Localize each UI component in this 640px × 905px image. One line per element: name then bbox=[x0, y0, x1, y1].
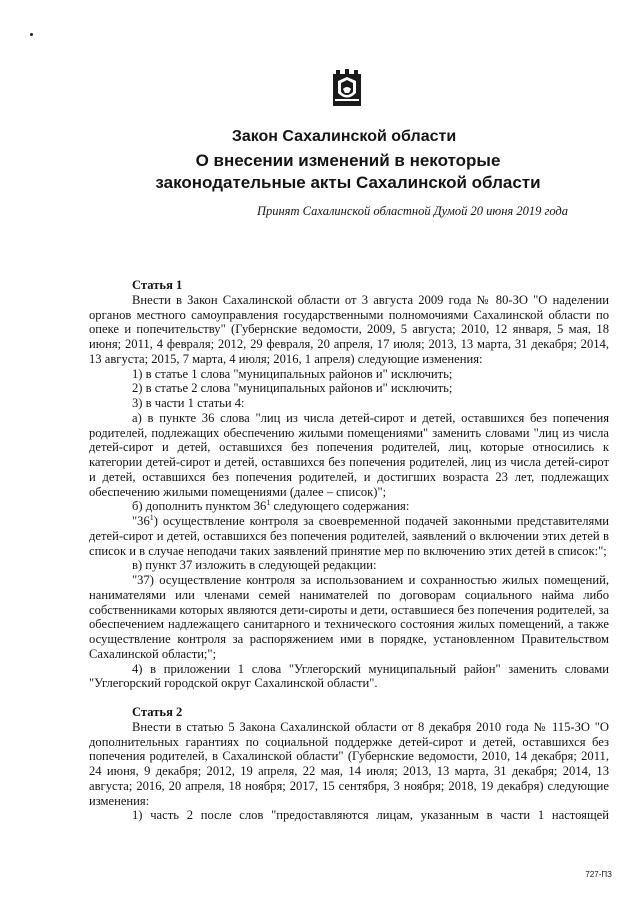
article1-item3b-quote bbox=[89, 514, 609, 558]
article1-item3c: в) пункт 37 изложить в следующей редакции: bbox=[132, 558, 377, 573]
article1-item3c-quote: "37) осуществление контроля за использованием и сохранностью жилых помещений, нанимателями или членами семей нанимателей по договорам социального найма либо собственниками которых являются дети-сироты и дети, оставшиеся без попечения родителей, за обеспечением надлежащего санитарного и технического состояния жилых помещений, а также осуществление контроля за распоряжением ими в порядке, установленном Правительством Сахалинской области;"; bbox=[89, 573, 609, 661]
article1-item3b bbox=[89, 499, 609, 514]
item3b-text-end: следующего содержания: bbox=[270, 499, 410, 514]
scan-speck bbox=[30, 33, 33, 36]
law-subtitle-line2: законодательные акты Сахалинской области bbox=[155, 173, 541, 192]
article1-item1: 1) в статье 1 слова "муниципальных районов и" исключить; bbox=[132, 366, 453, 381]
quote36-start: "36 bbox=[132, 514, 150, 528]
quote36-superscript: 1 bbox=[149, 512, 154, 522]
document-body bbox=[89, 278, 609, 823]
page-code: 727-ПЗ bbox=[585, 870, 612, 879]
article1-item4: 4) в приложении 1 слова "Углегорский муниципальный район" заменить словами "Углегорский городской округ Сахалинской области". bbox=[89, 661, 609, 691]
item3b-superscript: 1 bbox=[266, 498, 271, 508]
adoption-note: Принят Сахалинской областной Думой 20 июня 2019 года bbox=[256, 204, 568, 218]
article1-item3: 3) в части 1 статьи 4: bbox=[132, 396, 245, 410]
article1-item3a: а) в пункте 36 слова "лиц из числа детей-сирот и детей, оставшихся без попечения родителей, подлежащих обеспечению жилыми помещениями" заменить словами "лиц из числа детей-сирот и детей, оставшихся без попечения родителей, лиц, которые относились к категории детей-сирот и детей, оставшихся без попечения родителей, лиц из числа детей-сирот и детей, оставшихся без попечения родителей, и достигших возраста 23 лет, подлежащих обеспечению жилыми помещениями (далее – список)"; bbox=[89, 410, 609, 499]
quote36-text: ) осуществление контроля за своевременной подачей законными представителями детей-сирот и детей, оставшихся без попечения родителей, заявлений о включении этих детей в список и в случае неподачи таких заявлений принятие мер по включению этих детей в список:"; bbox=[89, 514, 609, 558]
article2-intro: Внести в статью 5 Закона Сахалинской области от 8 декабря 2010 года № 115-ЗО "О дополнительных гарантиях по социальной поддержке детей-сирот и детей, оставшихся без попечения родителей, в Сахалинской области" (Губернские ведомости, 2010, 14 декабря; 2011, 24 июня, 9 декабря; 2012, 19 апреля, 22 мая, 14 июля; 2013, 13 марта, 31 декабря; 2014, 13 августа; 2016, 20 апреля, 18 ноября; 2017, 15 сентября, 3 ноября; 2018, 19 декабря) следующие изменения: bbox=[89, 719, 609, 808]
law-subtitle-line1: О внесении изменений в некоторые bbox=[195, 151, 501, 170]
article1-item2: 2) в статье 2 слова "муниципальных районов и" исключить; bbox=[132, 381, 453, 396]
article2-item1: 1) часть 2 после слов "предоставляются лицам, указанным в части 1 настоящей bbox=[132, 808, 609, 823]
article1-heading: Статья 1 bbox=[132, 278, 183, 292]
item3b-text: б) дополнить пунктом 36 bbox=[132, 499, 267, 514]
article1-intro: Внести в Закон Сахалинской области от 3 августа 2009 года № 80-ЗО "О наделении органов местного самоуправления государственными полномочиями Сахалинской области по опеке и попечительству" (Губернские ведомости, 2009, 5 августа; 2010, 12 января, 5 мая, 18 июня; 2011, 4 февраля; 2012, 29 февраля, 20 апреля, 17 июля; 2013, 13 марта, 31 декабря; 2014, 13 августа; 2015, 7 марта, 4 июля; 2016, 1 апреля) следующие изменения: bbox=[89, 292, 609, 366]
coat-of-arms-icon bbox=[332, 69, 362, 107]
law-title: Закон Сахалинской области bbox=[231, 128, 457, 145]
article2-heading: Статья 2 bbox=[132, 705, 183, 719]
